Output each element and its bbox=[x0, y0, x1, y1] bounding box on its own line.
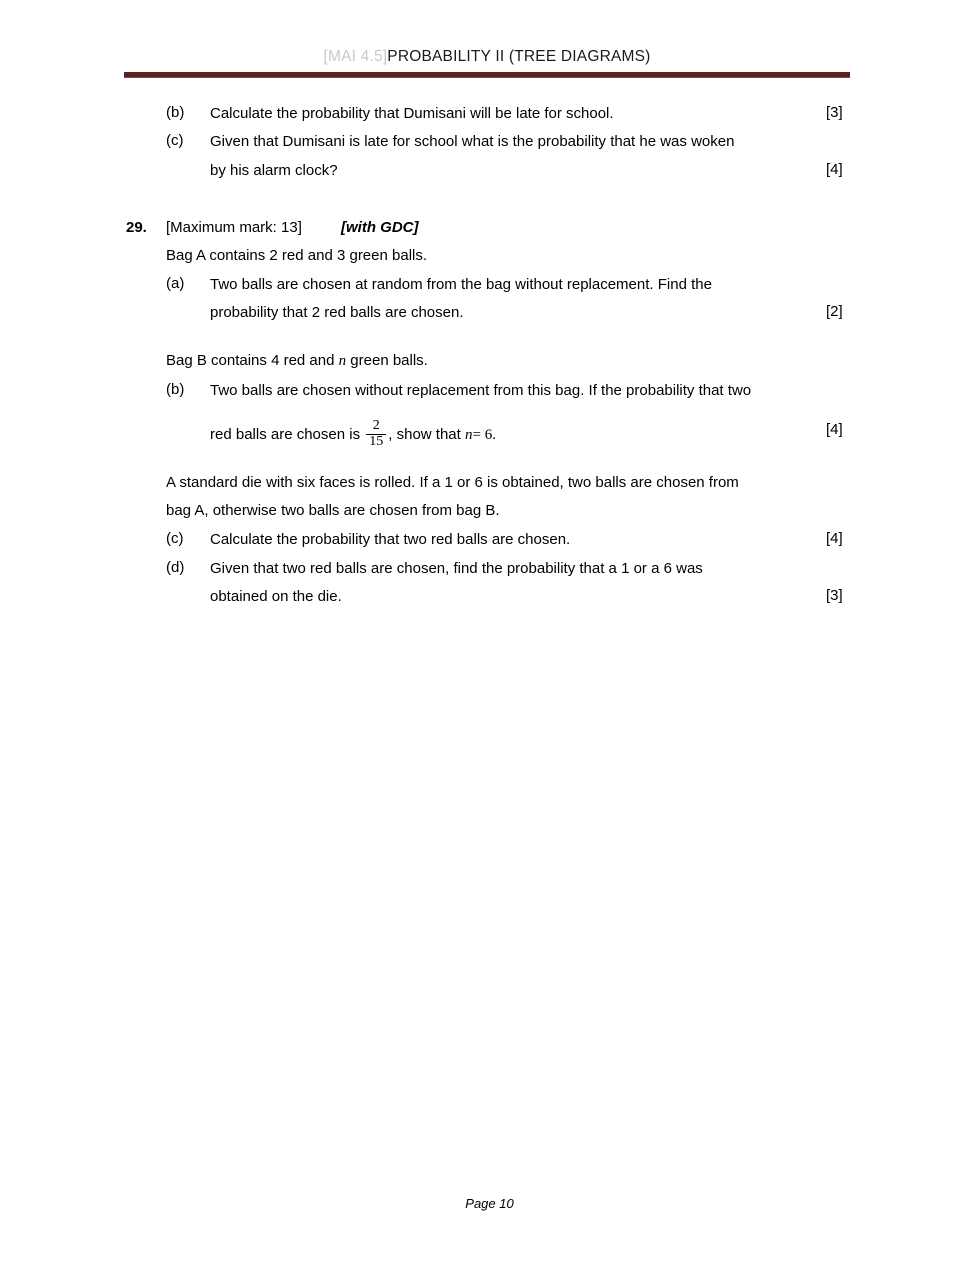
stem2-pre: Bag B contains 4 red and bbox=[166, 352, 339, 369]
header-title-text: PROBABILITY II (TREE DIAGRAMS) bbox=[387, 48, 651, 65]
part-text-d-line1: Given that two red balls are chosen, find the probability that a 1 or a 6 was bbox=[210, 560, 703, 577]
part-label-d: (d) bbox=[166, 559, 185, 576]
question-29-tool-note: [with GDC] bbox=[341, 219, 419, 236]
part-text-c-prev-line2: by his alarm clock? bbox=[210, 162, 338, 179]
part-text-c: Calculate the probability that two red balls are chosen. bbox=[210, 531, 571, 548]
header-rule bbox=[124, 72, 850, 78]
part-b-line2-mid: , show that bbox=[388, 426, 461, 444]
part-text-b-line1: Two balls are chosen without replacement from this bag. If the probability that two bbox=[210, 382, 752, 399]
fraction-two-fifteenths bbox=[366, 419, 386, 449]
question-29-stem-3-line1: A standard die with six faces is rolled. If a 1 or 6 is obtained, two balls are chosen from bbox=[166, 474, 739, 491]
part-label-a: (a) bbox=[166, 275, 185, 292]
part-label-b: (b) bbox=[166, 381, 185, 398]
part-marks-b: [4] bbox=[826, 421, 843, 438]
part-marks-b-prev: [3] bbox=[826, 104, 843, 121]
part-b-line2-pre: red balls are chosen is bbox=[210, 426, 361, 444]
part-label-c: (c) bbox=[166, 530, 184, 547]
part-label-b-prev: (b) bbox=[166, 104, 185, 121]
question-number-29: 29. bbox=[126, 219, 147, 236]
part-label-c-prev: (c) bbox=[166, 132, 184, 149]
page-header bbox=[124, 48, 850, 66]
part-marks-c: [4] bbox=[826, 530, 843, 547]
header-faded-prefix: [MAI 4.5] bbox=[323, 48, 388, 65]
part-marks-a: [2] bbox=[826, 303, 843, 320]
part-marks-d: [3] bbox=[826, 587, 843, 604]
part-text-d-line2: obtained on the die. bbox=[210, 588, 342, 605]
part-marks-c-prev: [4] bbox=[826, 161, 843, 178]
question-29-stem-3-line2: bag A, otherwise two balls are chosen from bag B. bbox=[166, 502, 500, 519]
part-text-a-line1: Two balls are chosen at random from the bag without replacement. Find the bbox=[210, 276, 712, 293]
part-text-b-prev: Calculate the probability that Dumisani will be late for school. bbox=[210, 105, 614, 122]
question-29-maximum-mark: [Maximum mark: 13] bbox=[166, 219, 302, 236]
question-29-stem: Bag A contains 2 red and 3 green balls. bbox=[166, 247, 428, 264]
part-text-c-prev-line1: Given that Dumisani is late for school what is the probability that he was woken bbox=[210, 133, 735, 150]
part-text-a-line2: probability that 2 red balls are chosen. bbox=[210, 304, 464, 321]
question-29-stem-2 bbox=[166, 351, 428, 371]
header-title-line bbox=[124, 48, 850, 66]
part-b-equation: = 6. bbox=[472, 427, 496, 444]
stem2-post: green balls. bbox=[346, 352, 428, 369]
fraction-denominator: 15 bbox=[366, 434, 386, 450]
fraction-numerator: 2 bbox=[372, 418, 380, 433]
stem2-variable: n bbox=[338, 353, 347, 369]
part-b-variable: n bbox=[464, 427, 473, 444]
page-footer: Page 10 bbox=[465, 1196, 514, 1211]
part-text-b-line2 bbox=[210, 420, 496, 450]
